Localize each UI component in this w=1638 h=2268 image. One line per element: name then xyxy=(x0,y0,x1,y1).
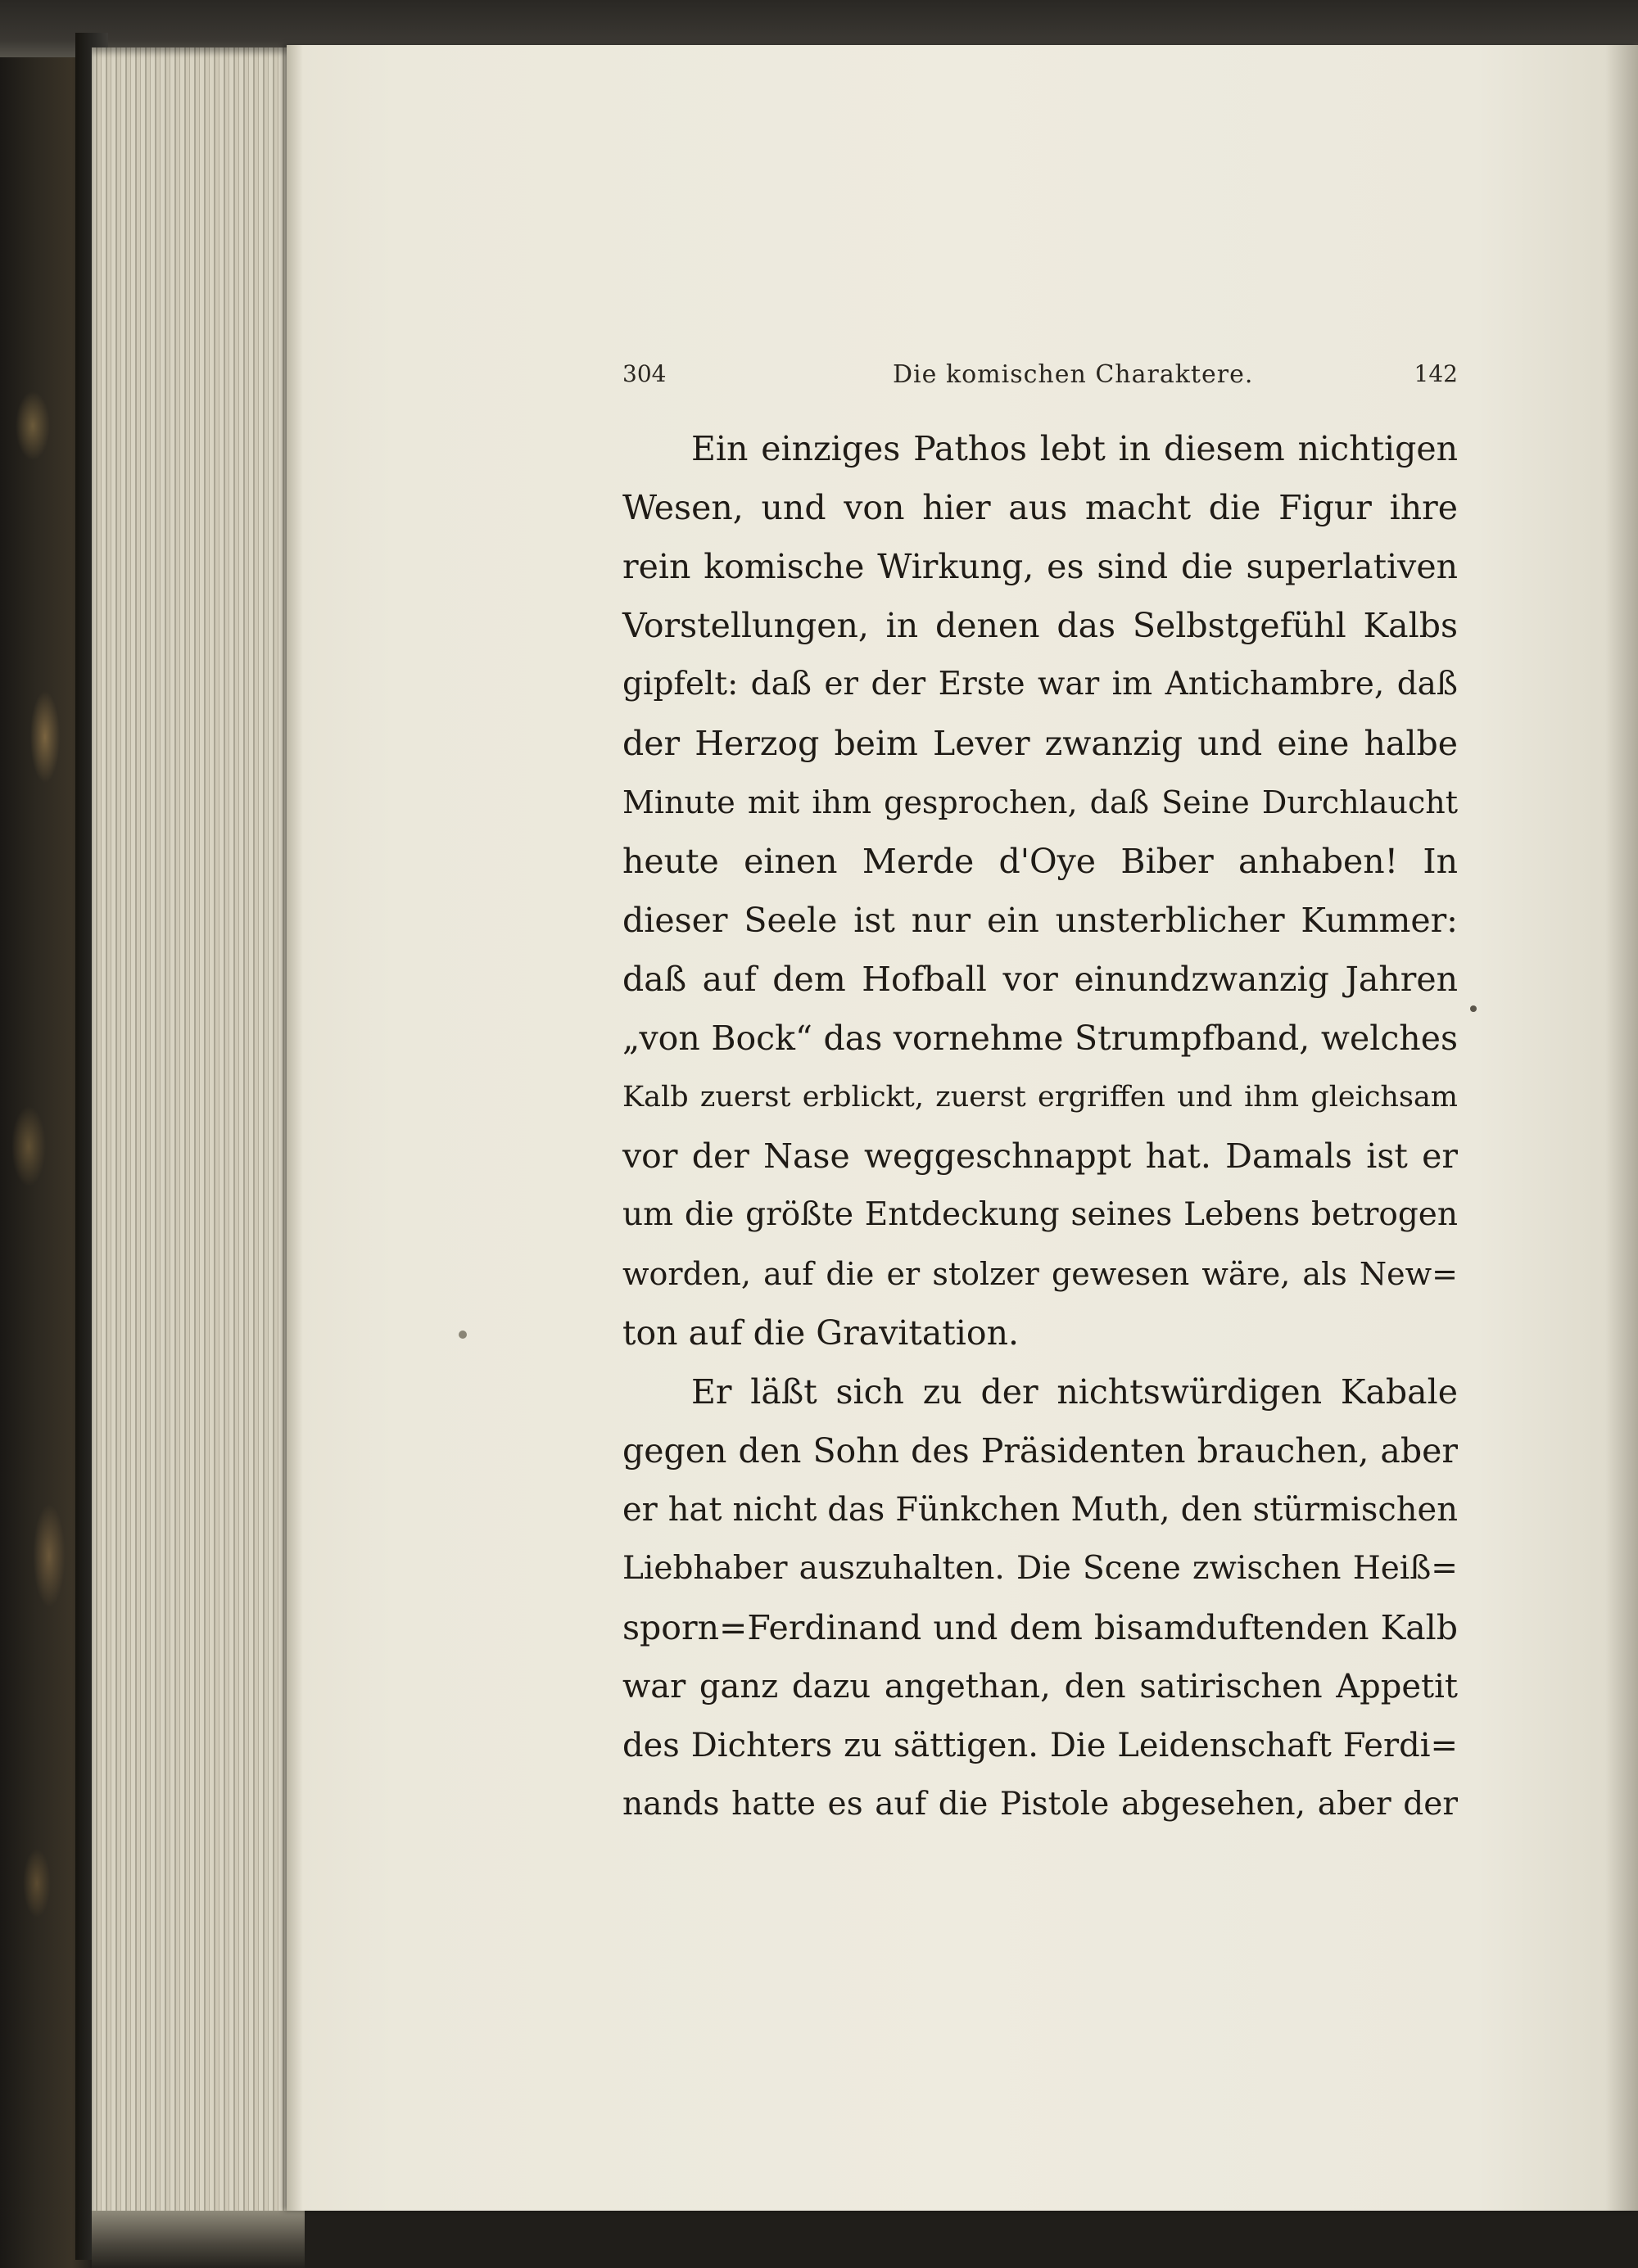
text-line: Vorstellungen, in denen das Selbstgefühl Kalbs xyxy=(622,606,1458,645)
page-number: 304 xyxy=(622,360,667,387)
page-outer-edge xyxy=(1605,45,1638,2211)
text-line: rein komische Wirkung, es sind die superlativen xyxy=(622,547,1458,586)
text-line: Ein einziges Pathos lebt in diesem nichtigen xyxy=(691,429,1458,468)
text-line: Liebhaber auszuhalten. Die Scene zwischen Heiß= xyxy=(622,1550,1458,1587)
page-gutter-shadow xyxy=(287,45,303,2211)
text-line: Wesen, und von hier aus macht die Figur ihre xyxy=(622,488,1458,527)
text-line: Minute mit ihm gesprochen, daß Seine Durchlaucht xyxy=(622,784,1458,820)
stacked-page-edges xyxy=(92,47,288,2217)
paper-speck xyxy=(459,1331,467,1339)
text-line: war ganz dazu angethan, den satirischen Appetit xyxy=(622,1668,1458,1706)
running-title: Die komischen Charaktere. xyxy=(893,360,1254,389)
text-line: Kalb zuerst erblickt, zuerst ergriffen und ihm gleichsam xyxy=(622,1081,1458,1114)
text-line: nands hatte es auf die Pistole abgesehen, aber der xyxy=(622,1786,1458,1823)
text-line: ton auf die Gravitation. xyxy=(622,1313,1020,1353)
page-edges-bottom xyxy=(92,2211,305,2268)
text-line: gipfelt: daß er der Erste war im Antichambre, daß xyxy=(622,666,1458,703)
running-header xyxy=(622,360,1458,401)
text-line: heute einen Merde d'Oye Biber anhaben! In xyxy=(622,842,1458,881)
text-line: gegen den Sohn des Präsidenten brauchen, aber xyxy=(622,1431,1458,1471)
text-line: dieser Seele ist nur ein unsterblicher Kummer: xyxy=(622,901,1458,940)
text-line: worden, auf die er stolzer gewesen wäre, als New= xyxy=(622,1256,1458,1292)
body-text xyxy=(622,419,1458,1834)
text-line: sporn=Ferdinand und dem bisamduftenden Kalb xyxy=(622,1608,1458,1647)
text-line: um die größte Entdeckung seines Lebens betrogen xyxy=(622,1196,1458,1233)
sheet-number: 142 xyxy=(1414,360,1458,387)
paper-speck xyxy=(1470,1005,1477,1012)
text-line: daß auf dem Hofball vor einundzwanzig Jahren xyxy=(622,960,1458,999)
text-line: Er läßt sich zu der nichtswürdigen Kabale xyxy=(691,1372,1458,1412)
text-line: des Dichters zu sättigen. Die Leidenschaft Ferdi= xyxy=(622,1727,1458,1764)
text-line: er hat nicht das Fünkchen Muth, den stürmischen xyxy=(622,1491,1458,1529)
text-line: „von Bock“ das vornehme Strumpfband, welches xyxy=(622,1019,1458,1058)
text-line: vor der Nase weggeschnappt hat. Damals ist er xyxy=(622,1136,1458,1176)
text-line: der Herzog beim Lever zwanzig und eine halbe xyxy=(622,724,1458,763)
